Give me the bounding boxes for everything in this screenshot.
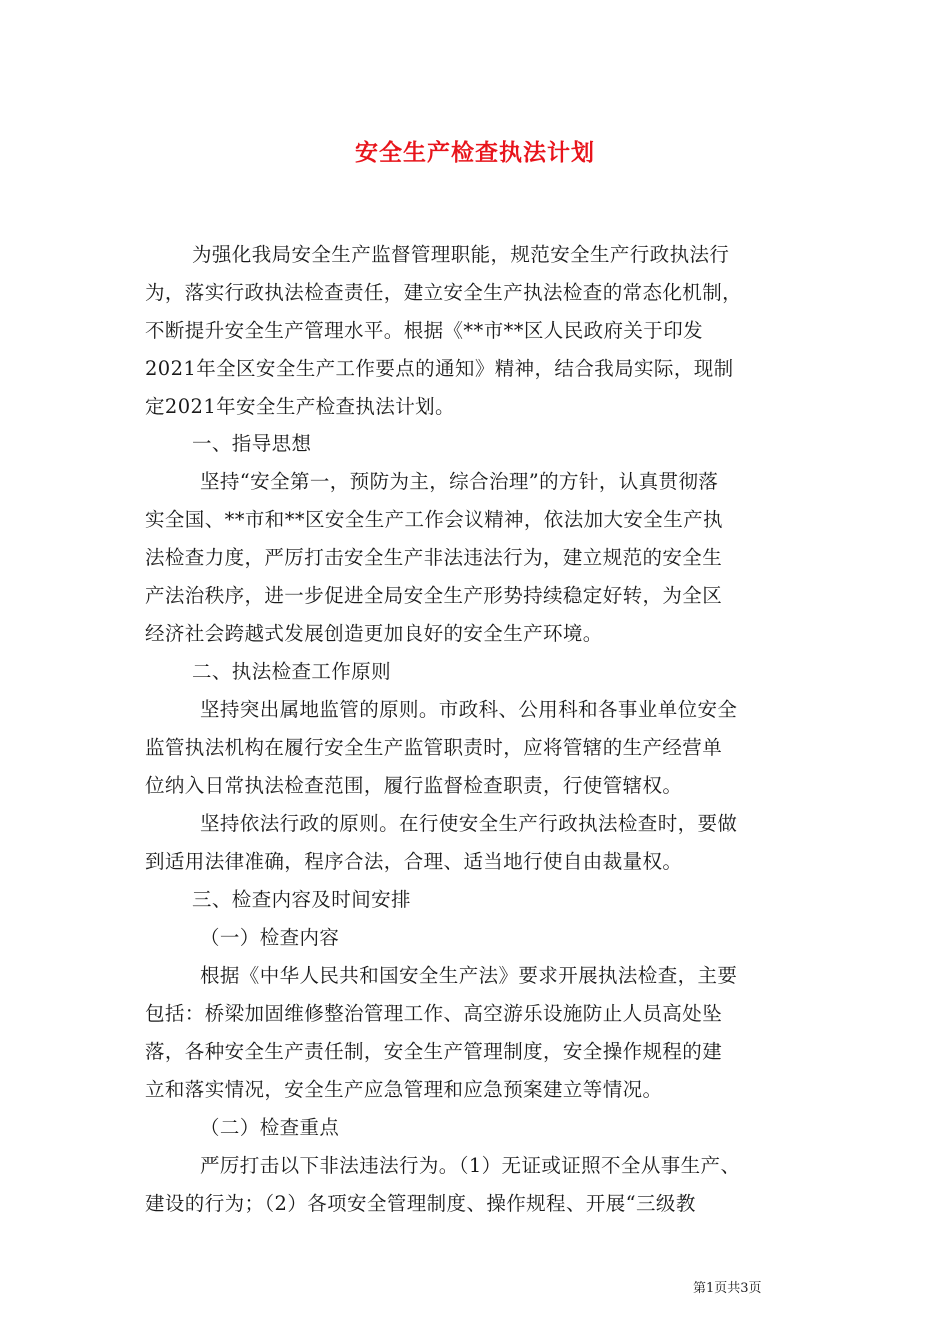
paragraph-line: 到适用法律准确，程序合法，合理、适当地行使自由裁量权。	[145, 850, 683, 873]
paragraph-line: 不断提升安全生产管理水平。根据《**市**区人民政府关于印发	[145, 319, 704, 342]
section-heading-3: 三、检查内容及时间安排	[192, 888, 411, 911]
paragraph-line: 包括：桥梁加固维修整治管理工作、高空游乐设施防止人员高处坠	[145, 1002, 723, 1025]
paragraph-line: 立和落实情况，安全生产应急管理和应急预案建立等情况。	[145, 1078, 663, 1101]
paragraph-line: 监管执法机构在履行安全生产监管职责时，应将管辖的生产经营单	[145, 736, 723, 759]
paragraph-line: 为强化我局安全生产监督管理职能，规范安全生产行政执法行	[192, 243, 730, 266]
document-title: 安全生产检查执法计划	[355, 139, 595, 166]
paragraph-line: 坚持“安全第一，预防为主，综合治理”的方针，认真贯彻落	[200, 470, 719, 493]
paragraph-line: 法检查力度，严厉打击安全生产非法违法行为，建立规范的安全生	[145, 546, 723, 569]
paragraph-line: 严厉打击以下非法违法行为。（1）无证或证照不全从事生产、	[200, 1154, 741, 1177]
paragraph-line: 坚持依法行政的原则。在行使安全生产行政执法检查时，要做	[200, 812, 738, 835]
paragraph-line: 坚持突出属地监管的原则。市政科、公用科和各事业单位安全	[200, 698, 738, 721]
paragraph-line: 为，落实行政执法检查责任，建立安全生产执法检查的常态化机制，	[145, 281, 743, 304]
paragraph-line: 经济社会跨越式发展创造更加良好的安全生产环境。	[145, 622, 603, 645]
paragraph-line: 产法治秩序，进一步促进全局安全生产形势持续稳定好转，为全区	[145, 584, 723, 607]
paragraph-line: 实全国、**市和**区安全生产工作会议精神，依法加大安全生产执	[145, 508, 723, 531]
subsection-heading-2: （二）检查重点	[200, 1116, 340, 1139]
paragraph-line: 根据《中华人民共和国安全生产法》要求开展执法检查，主要	[200, 964, 738, 987]
paragraph-line: 落，各种安全生产责任制，安全生产管理制度，安全操作规程的建	[145, 1040, 723, 1063]
subsection-heading-1: （一）检查内容	[200, 926, 340, 949]
paragraph-line: 定2021年安全生产检查执法计划。	[145, 395, 455, 418]
section-heading-1: 一、指导思想	[192, 432, 312, 455]
paragraph-line: 建设的行为；（2）各项安全管理制度、操作规程、开展“三级教	[145, 1192, 696, 1215]
paragraph-line: 位纳入日常执法检查范围，履行监督检查职责，行使管辖权。	[145, 774, 683, 797]
page-number-footer: 第1页共3页	[693, 1281, 762, 1296]
section-heading-2: 二、执法检查工作原则	[192, 660, 392, 683]
paragraph-line: 2021年全区安全生产工作要点的通知》精神，结合我局实际，现制	[145, 357, 734, 380]
